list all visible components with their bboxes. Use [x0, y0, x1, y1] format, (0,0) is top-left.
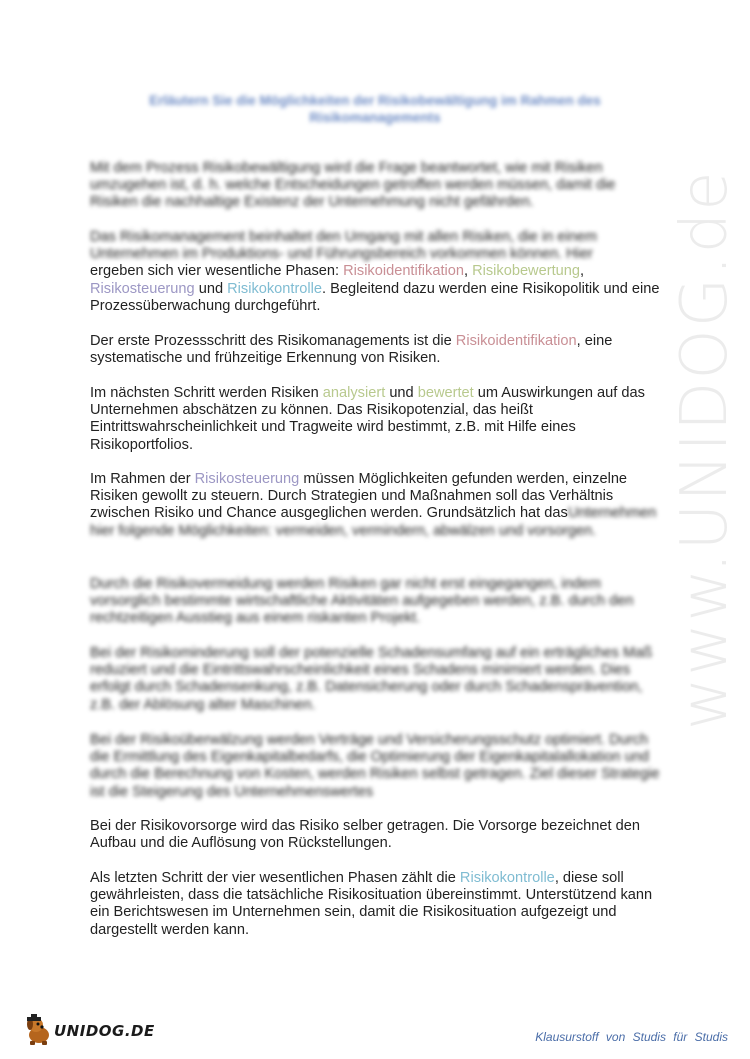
- term-risikokontrolle: Risikokontrolle: [459, 870, 555, 886]
- term-analysiert: analysiert: [322, 385, 386, 401]
- paragraph-identifikation: [90, 333, 660, 367]
- paragraph-vorsorge: Bei der Risikovorsorge wird das Risiko selber getragen. Die Vorsorge bezeichnet den Aufbau und die Auflösung von Rückstellungen.: [90, 818, 640, 852]
- unidog-logo[interactable]: [22, 1013, 172, 1049]
- paragraph-phases-blurred: Das Risikomanagement beinhaltet den Umgang mit allen Risiken, die in einem Unternehmen im Produktions- und Führungsbereich vorkommen können. Hier: [90, 229, 597, 263]
- term-risikosteuerung: Risikosteuerung: [90, 280, 195, 297]
- paragraph-bewertung: [90, 385, 660, 454]
- logo-text: UNIDOG.DE: [54, 1022, 155, 1040]
- text-segment: Als letzten Schritt der vier wesentlichen Phasen zählt die: [90, 870, 460, 886]
- paragraph-steuerung: [90, 471, 660, 540]
- paragraph-minderung: Bei der Risikominderung soll der potenzielle Schadensumfang auf ein erträgliches Maß reduziert und die Eintrittswahrscheinlichkeit eines Schadens minimiert werden. Dies erfolgt durch Schadensenkung, z.B. Datensicherung oder durch Schadensprävention, z.B. der Ablösung alter Maschinen.: [90, 645, 653, 713]
- paragraph-intro: Mit dem Prozess Risikobewältigung wird die Frage beantwortet, wie mit Risiken umzugehen ist, d. h. welche Entscheidungen getroffen werden müssen, damit die Risiken die nachhaltige Existenz der Unternehmung nicht gefährden.: [90, 160, 616, 211]
- paragraph-steuerung-blurred: Unternehmen hier folgende Möglichkeiten: vermeiden, vermindern, abwälzen und vorsorgen.: [90, 505, 657, 539]
- term-risikokontrolle: Risikokontrolle: [227, 280, 323, 297]
- text-segment: ergeben sich vier wesentliche Phasen:: [90, 263, 344, 280]
- document-title: Erläutern Sie die Möglichkeiten der Risikobewältigung im Rahmen des Risikomanagements: [149, 93, 601, 125]
- text-segment: ,: [579, 263, 585, 280]
- footer-slogan: Klausurstoff von Studis für Studis: [535, 1030, 728, 1044]
- paragraph-kontrolle: [90, 870, 660, 939]
- term-risikoidentifikation: Risikoidentifikation: [343, 263, 464, 280]
- text-segment: . Begleitend dazu werden eine Risikopolitik und eine Prozessüberwachung durchgeführt.: [90, 280, 660, 314]
- paragraph-ueberwaelzung: Bei der Risikoüberwälzung werden Verträge und Versicherungsschutz optimiert. Durch die Ermittlung des Eigenkapitalbedarfs, die Optimierung der Eigenkapitalallokation und durch die Berechnung von Kosten, werden Risiken selbst getragen. Ziel dieser Strategie ist die Steigerung des Unternehmenswertes: [90, 732, 660, 800]
- paragraph-phases: [90, 229, 660, 315]
- term-risikosteuerung: Risikosteuerung: [194, 471, 300, 487]
- watermark-text: www.UNIDOG.de: [668, 169, 742, 730]
- text-segment: um Auswirkungen auf das Unternehmen abschätzen zu können. Das Risikopotenzial, das heißt Eintrittswahrscheinlichkeit und Tragweite wird bestimmt, z.B. mit Hilfe eines Risikoportfolios.: [90, 385, 645, 453]
- text-segment: , diese soll gewährleisten, dass die tatsächliche Risikosituation übereinstimmt. Unterstützend kann ein Berichtswesen im Unternehmen sein, damit die Risikosituation aufgezeigt und dargestellt werden kann.: [90, 870, 653, 938]
- text-segment: und: [194, 280, 228, 297]
- text-segment: ,: [463, 263, 473, 280]
- term-risikoidentifikation: Risikoidentifikation: [455, 333, 577, 349]
- text-segment: und: [385, 385, 418, 401]
- text-segment: Im Rahmen der: [90, 471, 195, 487]
- paragraph-vermeidung: Durch die Risikovermeidung werden Risiken gar nicht erst eingegangen, indem vorsorglich bestimmte wirtschaftliche Aktivitäten aufgegeben werden, z.B. durch den rechtzeitigen Ausstieg aus einem riskanten Projekt.: [90, 576, 634, 627]
- text-segment: , eine systematische und frühzeitige Erkennung von Risiken.: [90, 333, 613, 367]
- text-segment: Im nächsten Schritt werden Risiken: [90, 385, 323, 401]
- term-risikobewertung: Risikobewertung: [472, 263, 580, 280]
- text-segment: müssen Möglichkeiten gefunden werden, einzelne Risiken gewollt zu steuern. Durch Strategien und Maßnahmen soll das Verhältnis zwischen Risiko und Chance ausgeglichen werden. Grundsätzlich hat das: [90, 471, 628, 522]
- term-bewertet: bewertet: [417, 385, 474, 401]
- dog-mascot-icon: [22, 1013, 56, 1047]
- text-segment: Der erste Prozessschritt des Risikomanagements ist die: [90, 333, 456, 349]
